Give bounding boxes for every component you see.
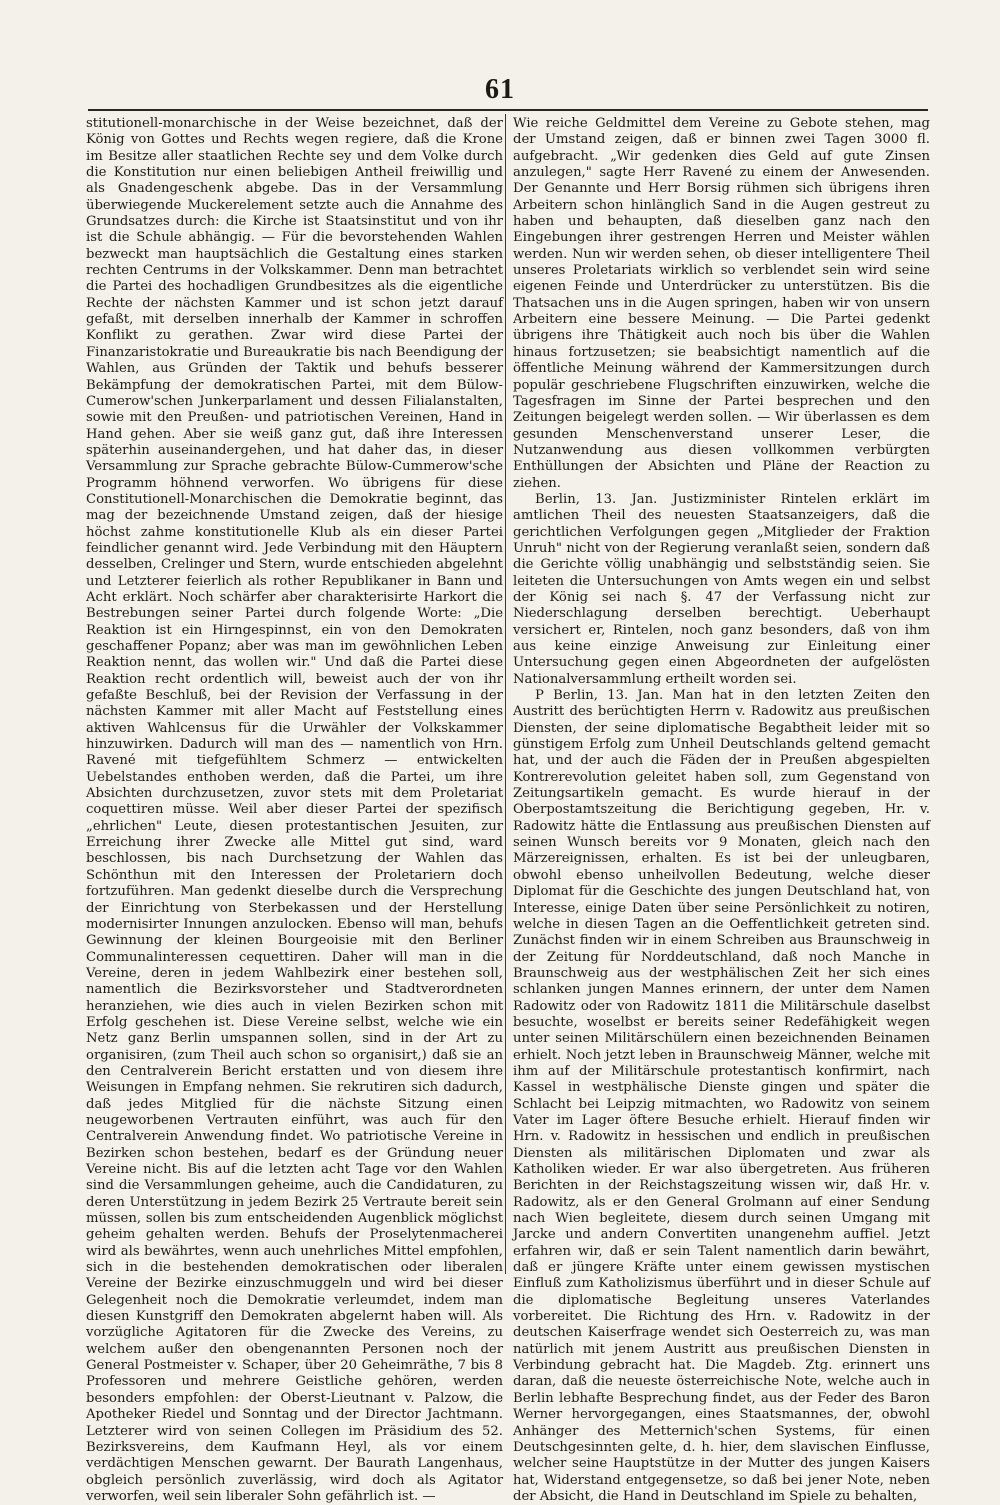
- article-berlin-radowitz: P Berlin, 13. Jan. Man hat in den letzten Zeiten den Austritt des berüchtigten Herrn v. Radowitz aus preußischen Diensten, der seine diplomatische Begabtheit leider mit so günstigem Erfolg zum Unheil Deutschlands geltend gemacht hat, und der auch die Fäden der in Preußen abgespielten Kontrerevolution geleitet haben soll, zum Gegenstand von Zeitungsartikeln gemacht. Es wurde hierauf in der Oberpostamtszeitung die Berichtigung gegeben, Hr. v. Radowitz hätte die Entlassung aus preußischen Diensten auf seinen Wunsch bereits vor 9 Monaten, gleich nach den Märzereignissen, erhalten. Es ist bei der unleugbaren, obwohl ebenso unheilvollen Bedeutung, welche dieser Diplomat für die Geschichte des jungen Deutschland hat, von Interesse, einige Daten über seine Persönlichkeit zu notiren, welche in diesen Tagen an die Oeffentlichkeit getreten sind. Zunächst finden wir in einem Schreiben aus Braunschweig in der Zeitung für Norddeutschland, daß noch Manche in Braunschweig aus der westphälischen Zeit her sich eines schlanken jungen Mannes erinnern, der unter dem Namen Radowitz oder von Radowitz 1811 die Militärschule daselbst besuchte, woselbst er bereits seiner Redefähigkeit wegen unter seinen Militärschülern einen bezeichnenden Beinamen erhielt. Noch jetzt leben in Braunschweig Männer, welche mit ihm auf der Militärschule protestantisch konfirmirt, nach Kassel in westphälische Dienste gingen und später die Schlacht bei Leipzig mitmachten, wo Radowitz von seinem Vater im Lager öftere Besuche erhielt. Hierauf finden wir Hrn. v. Radowitz in hessischen und endlich in preußischen Diensten als militärischen Diplomaten und zwar als Katholiken wieder. Er war also übergetreten. Aus früheren Berichten in der Reichstagszeitung wissen wir, daß Hr. v. Radowitz, als er den General Grolmann auf einer Sendung nach Wien begleitete, diesem durch seinen Umgang mit Jarcke und andern Convertiten unangenehm auffiel. Jetzt erfahren wir, daß er sein Talent namentlich darin bewährt, daß er jüngere Kräfte unter einem gewissen mystischen Einfluß zum Katholizismus überführt und in dieser Schule auf die diplomatische Begleitung unseres Vaterlandes vorbereitet. Die Richtung des Hrn. v. Radowitz in der deutschen Kaiserfrage wendet sich Oesterreich zu, was man natürlich mit jenem Austritt aus preußischen Diensten in Verbindung gebracht hat. Die Magdeb. Ztg. erinnert uns daran, daß die neueste österreichische Note, welche auch in Berlin lebhafte Besprechung findet, aus der Feder des Baron Werner hervorgegangen, eines Staatsmannes, der, obwohl Anhänger des Metternich'schen Systems, für einen Deutschgesinnten gelte, d. h. hier, dem slavischen Einflusse, welcher seine Hauptstütze in der Mutter des jungen Kaisers hat, Widerstand entgegensetze, so daß bei jener Note, neben der Absicht, die Hand in Deutschland im Spiele zu behalten,: [513, 688, 930, 1504]
- article-text: stitutionell-monarchische in der Weise bezeichnet, daß der König von Gottes und Rechts wegen regiere, daß die Krone im Besitze aller staatlichen Rechte sey und dem Volke durch die Konstitution nur einen beliebigen Antheil freiwillig und als Gnadengeschenk abgebe. Das in der Versammlung überwiegende Muckerelement setzte auch die Annahme des Grundsatzes durch: die Kirche ist Staatsinstitut und von ihr ist die Schule abhängig. — Für die bevorstehenden Wahlen bezweckt man hauptsächlich die Gestaltung eines starken rechten Centrums in der Volkskammer. Denn man betrachtet die Partei des hochadligen Grundbesitzes als die eigentliche Rechte der nächsten Kammer und ist schon jetzt darauf gefaßt, mit derselben innerhalb der Kammer in schroffen Konflikt zu gerathen. Zwar wird diese Partei der Finanzaristokratie und Bureaukratie bis nach Beendigung der Wahlen, aus Gründen der Taktik und behufs besserer Bekämpfung der demokratischen Partei, mit dem Bülow-Cumerow'schen Junkerparlament und dessen Filialanstalten, sowie mit den Preußen- und patriotischen Vereinen, Hand in Hand gehen. Aber sie weiß ganz gut, daß ihre Interessen späterhin auseinandergehen, und hat daher das, in dieser Versammlung zur Sprache gebrachte Bülow-Cummerow'sche Programm höhnend verworfen. Wo übrigens für diese Constitutionell-Monarchischen die Demokratie beginnt, das mag der bezeichnende Umstand zeigen, daß der hiesige höchst zahme konstitutionelle Klub als ein dieser Partei feindlicher genannt wird. Jede Verbindung mit den Häuptern desselben, Crelinger und Stern, wurde entschieden abgelehnt und Letzterer feierlich als rother Republikaner in Bann und Acht erklärt. Noch schärfer aber charakterisirte Harkort die Bestrebungen seiner Partei durch folgende Worte: „Die Reaktion ist ein Hirngespinnst, ein von den Demokraten geschaffener Popanz; aber was man im gewöhnlichen Leben Reaktion nennt, das wollen wir." Und daß die Partei diese Reaktion recht ordentlich will, beweist auch der von ihr gefaßte Beschluß, bei der Revision der Verfassung in der nächsten Kammer mit aller Macht auf Feststellung eines aktiven Wahlcensus für die Urwähler der Volkskammer hinzuwirken. Dadurch will man des — namentlich von Hrn. Ravené mit tiefgefühltem Schmerz — entwickelten Uebelstandes enthoben werden, daß die Partei, um ihre Absichten durchzusetzen, zuvor stets mit dem Proletariat coquettiren müsse. Weil aber dieser Partei der spezifisch „ehrlichen" Leute, diesen protestantischen Jesuiten, zur Erreichung ihrer Zwecke alle Mittel gut sind, ward beschlossen, bis nach Durchsetzung der Wahlen das Schönthun mit den Interessen der Proletariern doch fortzuführen. Man gedenkt dieselbe durch die Versprechung der Einrichtung von Sterbekassen und der Herstellung modernisirter Innungen anzulocken. Ebenso will man, behufs Gewinnung der kleinen Bourgeoisie mit den Berliner Communalinteressen cequettiren. Daher will man in die Vereine, deren in jedem Wahlbezirk einer bestehen soll, namentlich die Bezirksvorsteher und Stadtverordneten heranziehen, wie dies auch in vielen Bezirken schon mit Erfolg geschehen ist. Diese Vereine selbst, welche wie ein Netz ganz Berlin umspannen sollen, sind in der Art zu organisiren, (zum Theil auch schon so organisirt,) daß sie an den Centralverein Bericht erstatten und von diesem ihre Weisungen in Empfang nehmen. Sie rekrutiren sich dadurch, daß jedes Mitglied für die nächste Sitzung einen neugeworbenen Vertrauten einführt, was auch für den Centralverein Anwendung findet. Wo patriotische Vereine in Bezirken schon bestehen, bedarf es der Gründung neuer Vereine nicht. Bis auf die letzten acht Tage vor den Wahlen sind die Versammlungen geheime, auch die Candidaturen, zu deren Unterstützung in jedem Bezirk 25 Vertraute bereit sein müssen, sollen bis zum entscheidenden Augenblick möglichst geheim gehalten werden. Behufs der Proselytenmacherei wird als bewährtes, wenn auch unehrliches Mittel empfohlen, sich in die bestehenden demokratischen oder liberalen Vereine der Bezirke einzuschmuggeln und wird bei dieser Gelegenheit noch die Demokratie verleumdet, indem man diesen Kunstgriff den Demokraten abgelernt haben will. Als vorzügliche Agitatoren für die Zwecke des Vereins, zu welchem außer den obengenannten Personen noch der General Postmeister v. Schaper, über 20 Geheimräthe, 7 bis 8 Professoren und mehrere Geistliche gehören, werden besonders empfohlen: der Oberst-Lieutnant v. Palzow, die Apotheker Riedel und Sonntag und der Director Jachtmann. Letzterer wird von seinen Collegen im Präsidium des 52. Bezirksvereins, dem Kaufmann Heyl, als vor einem verdächtigen Menschen gewarnt. Der Baurath Langenhaus, obgleich persönlich zuverlässig, wird doch als Agitator verworfen, weil sein liberaler Sohn gefährlich ist. —: [86, 116, 503, 1504]
- article-berlin-rintelen: Berlin, 13. Jan. Justizminister Rintelen erklärt im amtlichen Theil des neuesten Staatsanzeigers, daß die gerichtlichen Verfolgungen gegen „Mitglieder der Fraktion Unruh" nicht von der Regierung veranlaßt seien, sondern daß die Gerichte völlig unabhängig und selbstständig seien. Sie leiteten die Untersuchungen von Amts wegen ein und selbst der König sei nach §. 47 der Verfassung nicht zur Niederschlagung derselben berechtigt. Ueberhaupt versichert er, Rintelen, noch ganz besonders, daß von ihm aus keine einzige Anweisung zur Einleitung einer Untersuchung gegen einen Abgeordneten der aufgelösten Nationalversammlung ertheilt worden sei.: [513, 491, 930, 687]
- left-column: [86, 116, 503, 1504]
- column-divider: [505, 114, 506, 1274]
- right-column: [513, 116, 930, 1504]
- header-rule: [88, 109, 928, 111]
- page-number: 61: [485, 74, 515, 105]
- article-text: Wie reiche Geldmittel dem Vereine zu Gebote stehen, mag der Umstand zeigen, daß er binnen zwei Tagen 3000 fl. aufgebracht. „Wir gedenken dies Geld auf gute Zinsen anzulegen," sagte Herr Ravené zu einem der Anwesenden. Der Genannte und Herr Borsig rühmen sich übrigens ihren Arbeitern schon hinlänglich Sand in die Augen gestreut zu haben und behaupten, daß dieselben ganz nach den Eingebungen ihrer gestrengen Herren und Meister wählen werden. Nun wir werden sehen, ob dieser intelligentere Theil unseres Proletariats wirklich so verblendet sein wird seine eigenen Feinde und Unterdrücker zu unterstützen. Bis die Thatsachen uns in die Augen springen, haben wir von unsern Arbeitern eine bessere Meinung. — Die Partei gedenkt übrigens ihre Thätigkeit auch noch bis über die Wahlen hinaus fortzusetzen; sie beabsichtigt namentlich auf die öffentliche Meinung während der Kammersitzungen durch populär geschriebene Flugschriften einzuwirken, welche die Tagesfragen im Sinne der Partei besprechen und den Zeitungen beigelegt werden sollen. — Wir überlassen es dem gesunden Menschenverstand unserer Leser, die Nutzanwendung aus diesen vollkommen verbürgten Enthüllungen der Absichten und Pläne der Reaction zu ziehen.: [513, 116, 930, 491]
